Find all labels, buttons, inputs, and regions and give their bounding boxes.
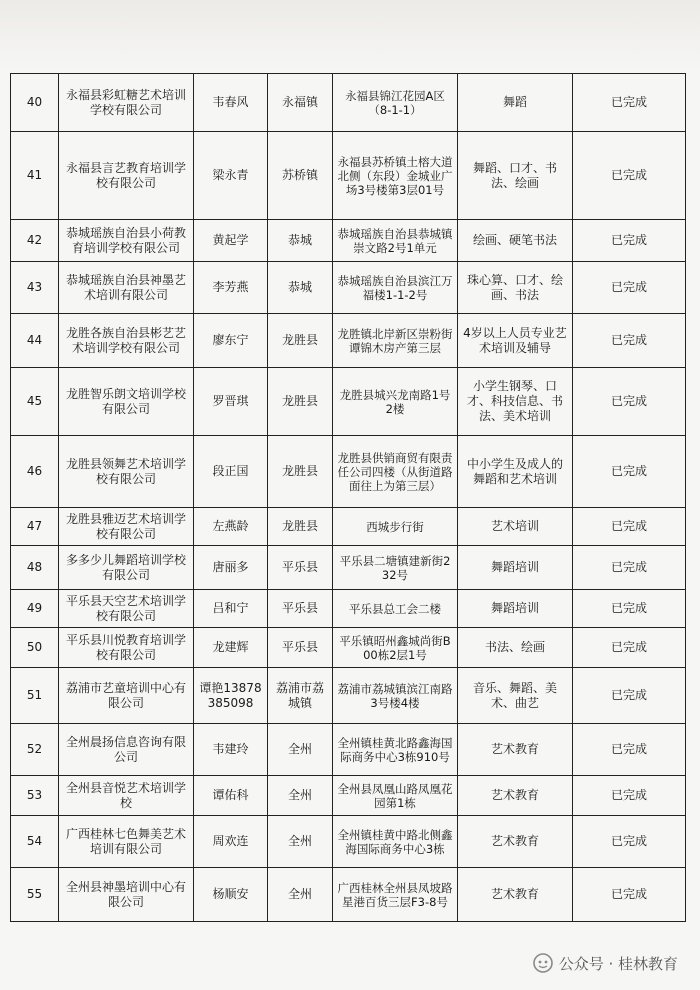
address: 龙胜县供销商贸有限责任公司四楼（从街道路面往上为第三层） [333,436,458,508]
organization-name: 多多少儿舞蹈培训学校有限公司 [59,546,194,590]
table-row [11,314,686,368]
town: 恭城 [268,220,333,262]
page-header-shade [0,0,700,70]
table-row [11,436,686,508]
contact-person: 周欢连 [194,816,268,868]
status: 已完成 [573,546,686,590]
row-number: 51 [11,668,59,724]
address: 龙胜县城兴龙南路1号2楼 [333,368,458,436]
table-row [11,546,686,590]
town: 龙胜县 [268,368,333,436]
table-row [11,816,686,868]
status: 已完成 [573,868,686,922]
address: 平乐镇昭州鑫城尚街B00栋2层1号 [333,628,458,668]
status: 已完成 [573,220,686,262]
status: 已完成 [573,368,686,436]
contact-person: 罗晋琪 [194,368,268,436]
status: 已完成 [573,132,686,220]
wechat-official-account-icon [533,953,553,973]
town: 荔浦市荔城镇 [268,668,333,724]
registration-table [10,73,686,922]
training-subject: 艺术教育 [458,816,573,868]
organization-name: 全州县神墨培训中心有限公司 [59,868,194,922]
training-subject: 艺术教育 [458,868,573,922]
row-number: 46 [11,436,59,508]
address: 平乐县二塘镇建新街232号 [333,546,458,590]
table-row [11,132,686,220]
row-number: 54 [11,816,59,868]
row-number: 45 [11,368,59,436]
contact-person: 李芳燕 [194,262,268,314]
status: 已完成 [573,262,686,314]
address: 恭城瑶族自治县滨江万福楼1-1-2号 [333,262,458,314]
town: 龙胜县 [268,314,333,368]
contact-person: 谭佑科 [194,776,268,816]
status: 已完成 [573,724,686,776]
row-number: 49 [11,590,59,628]
town: 平乐县 [268,546,333,590]
status: 已完成 [573,508,686,546]
row-number: 42 [11,220,59,262]
town: 苏桥镇 [268,132,333,220]
address: 全州镇桂黄北路鑫海国际商务中心3栋910号 [333,724,458,776]
row-number: 43 [11,262,59,314]
address: 全州县凤凰山路凤凰花园第1栋 [333,776,458,816]
status: 已完成 [573,436,686,508]
organization-name: 荔浦市艺童培训中心有限公司 [59,668,194,724]
contact-person: 段正国 [194,436,268,508]
status: 已完成 [573,816,686,868]
address: 恭城瑶族自治县恭城镇崇文路2号1单元 [333,220,458,262]
watermark-text: 公众号 · 桂林教育 [558,954,678,973]
status: 已完成 [573,314,686,368]
contact-person: 唐丽多 [194,546,268,590]
organization-name: 永福县彩虹糖艺术培训学校有限公司 [59,74,194,132]
contact-person: 龙建辉 [194,628,268,668]
address: 龙胜镇北岸新区崇粉街谭锦木房产第三层 [333,314,458,368]
address: 永福县苏桥镇土榕大道北侧（东段）金城业广场3号楼第3层01号 [333,132,458,220]
table-row [11,724,686,776]
address: 全州镇桂黄中路北侧鑫海国际商务中心3栋 [333,816,458,868]
table-row [11,868,686,922]
row-number: 52 [11,724,59,776]
row-number: 44 [11,314,59,368]
address: 荔浦市荔城镇滨江南路3号楼4楼 [333,668,458,724]
training-subject: 舞蹈 [458,74,573,132]
town: 恭城 [268,262,333,314]
address: 平乐县总工会二楼 [333,590,458,628]
address: 西城步行街 [333,508,458,546]
row-number: 47 [11,508,59,546]
organization-name: 恭城瑶族自治县神墨艺术培训有限公司 [59,262,194,314]
training-subject: 舞蹈、口才、书法、绘画 [458,132,573,220]
training-subject: 艺术培训 [458,508,573,546]
table-row [11,628,686,668]
training-subject: 艺术教育 [458,724,573,776]
organization-name: 龙胜智乐朗文培训学校有限公司 [59,368,194,436]
row-number: 55 [11,868,59,922]
town: 全州 [268,816,333,868]
table-row [11,368,686,436]
status: 已完成 [573,590,686,628]
address: 广西桂林全州县凤坡路星港百货三层F3-8号 [333,868,458,922]
training-subject: 舞蹈培训 [458,590,573,628]
town: 平乐县 [268,590,333,628]
training-subject: 珠心算、口才、绘画、书法 [458,262,573,314]
organization-name: 龙胜县雅迈艺术培训学校有限公司 [59,508,194,546]
row-number: 48 [11,546,59,590]
organization-name: 全州晨扬信息咨询有限公司 [59,724,194,776]
contact-person: 黄起学 [194,220,268,262]
organization-name: 龙胜各族自治县彬艺艺术培训学校有限公司 [59,314,194,368]
organization-name: 平乐县天空艺术培训学校有限公司 [59,590,194,628]
organization-name: 平乐县川悦教育培训学校有限公司 [59,628,194,668]
organization-name: 广西桂林七色舞美艺术培训有限公司 [59,816,194,868]
row-number: 53 [11,776,59,816]
row-number: 41 [11,132,59,220]
training-subject: 小学生钢琴、口才、科技信息、书法、美术培训 [458,368,573,436]
contact-person: 韦建玲 [194,724,268,776]
training-subject: 4岁以上人员专业艺术培训及辅导 [458,314,573,368]
training-subject: 绘画、硬笔书法 [458,220,573,262]
table-row [11,262,686,314]
status: 已完成 [573,668,686,724]
training-subject: 艺术教育 [458,776,573,816]
organization-name: 永福县言艺教育培训学校有限公司 [59,132,194,220]
table-row [11,74,686,132]
table-row [11,220,686,262]
row-number: 50 [11,628,59,668]
training-subject: 书法、绘画 [458,628,573,668]
organization-name: 龙胜县领舞艺术培训学校有限公司 [59,436,194,508]
contact-person: 杨顺安 [194,868,268,922]
contact-person: 左燕龄 [194,508,268,546]
town: 龙胜县 [268,508,333,546]
town: 平乐县 [268,628,333,668]
town: 永福镇 [268,74,333,132]
contact-person: 谭艳13878385098 [194,668,268,724]
table-row [11,776,686,816]
table-row [11,590,686,628]
organization-name: 全州县音悦艺术培训学校 [59,776,194,816]
training-subject: 舞蹈培训 [458,546,573,590]
status: 已完成 [573,628,686,668]
status: 已完成 [573,776,686,816]
table-row [11,508,686,546]
town: 全州 [268,776,333,816]
town: 全州 [268,868,333,922]
town: 全州 [268,724,333,776]
contact-person: 廖东宁 [194,314,268,368]
training-subject: 音乐、舞蹈、美术、曲艺 [458,668,573,724]
contact-person: 吕和宁 [194,590,268,628]
training-subject: 中小学生及成人的舞蹈和艺术培训 [458,436,573,508]
contact-person: 梁永青 [194,132,268,220]
status: 已完成 [573,74,686,132]
organization-name: 恭城瑶族自治县小荷教育培训学校有限公司 [59,220,194,262]
town: 龙胜县 [268,436,333,508]
address: 永福县锦江花园A区（8-1-1） [333,74,458,132]
table-row [11,668,686,724]
row-number: 40 [11,74,59,132]
contact-person: 韦春风 [194,74,268,132]
watermark [533,951,678,975]
